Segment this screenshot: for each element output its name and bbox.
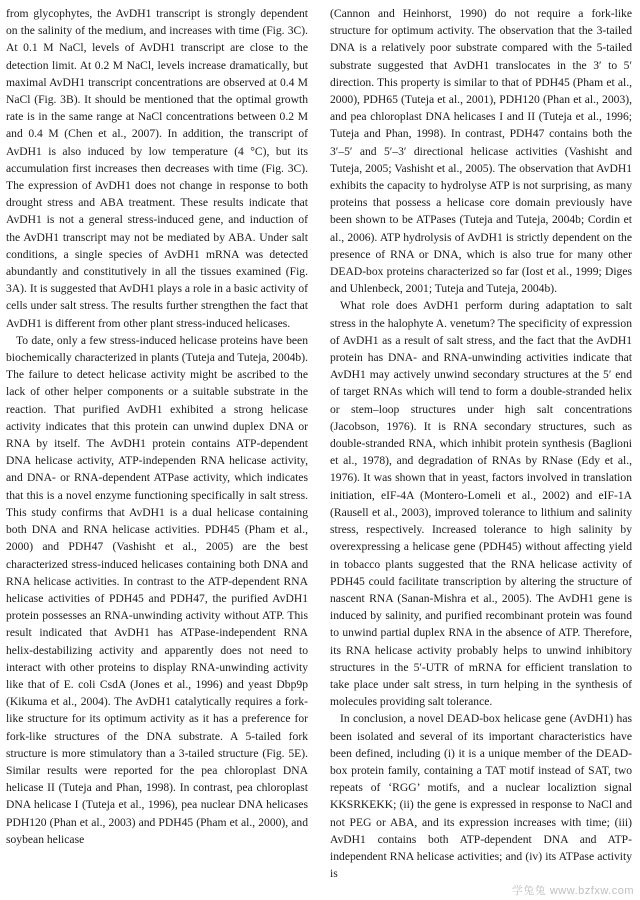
paragraph: In conclusion, a novel DEAD-box helicase gene (AvDH1) has been isolated and several of its important characteristics have been defined, including (i) it is a unique member of the DEAD-box protein family, containing a TAT motif instead of SAT, two repeats of ‘RGG’ motifs, and a nuclear localiztion signal KKSRKEKK; (ii) the gene is expressed in response to NaCl and not PEG or ABA, and its expression increases with time; (iii) AvDH1 contains both ATP-dependent DNA and ATP-independent RNA helicase activities; and (iv) its ATPase activity is	[330, 712, 632, 881]
paragraph: from glycophytes, the AvDH1 transcript is strongly dependent on the salinity of the medium, and increases with time (Fig. 3C). At 0.1 M NaCl, levels of AvDH1 transcript are close to the detection limit. At 0.2 M NaCl, levels increase dramatically, but maximal AvDH1 transcript concentrations are observed at 0.4 M NaCl (Fig. 3B). It should be mentioned that the optimal growth rate is in the same range at NaCl concentrations between 0.2 M and 0.4 M (Chen et al., 2007). In addition, the transcript of AvDH1 is also induced by low temperature (4 °C), but its accumulation first increases then decreases with time (Fig. 3C). The expression of AvDH1 does not change in response to both drought stress and ABA treatment. These results indicate that AvDH1 is not a general stress-induced gene, and induction of the AvDH1 transcript may not be mediated by ABA. Under salt conditions, a single species of AvDH1 mRNA was detected abundantly and constitutively in all the tissues examined (Fig. 3A). It is suggested that AvDH1 plays a role in a basic activity of cells under salt stress. The results further strengthen the fact that AvDH1 is different from other plant stress-induced helicases.	[6, 7, 308, 330]
watermark: 学兔兔 www.bzfxw.com	[511, 885, 634, 897]
paragraph: (Cannon and Heinhorst, 1990) do not require a fork-like structure for optimum activity. The observation that the 3-tailed DNA is a relatively poor substrate compared with the 5-tailed substrate suggested that AvDH1 translocates in the 3′ to 5′ direction. This property is similar to that of PDH45 (Pham et al., 2000), PDH65 (Tuteja et al., 2001), PDH120 (Phan et al., 2003), and pea chloroplast DNA helicases I and II (Tuteja et al., 1996; Tuteja and Phan, 1998). In contrast, PDH47 contains both the 3′–5′ and 5′–3′ directional helicase activities (Vashisht and Tuteja, 2005; Vashisht et al., 2005). The observation that AvDH1 exhibits the capacity to hydrolyse ATP is not surprising, as many proteins that possess a helicase core domain previously have been shown to be ATPases (Tuteja and Tuteja, 2004b; Cordin et al., 2006). ATP hydrolysis of AvDH1 is strictly dependent on the presence of RNA or DNA, which is also true for many other DEAD-box proteins characterized so far (Iost et al., 1999; Diges and Uhlenbeck, 2001; Tuteja and Tuteja, 2004b).	[330, 7, 632, 296]
right-text-column	[330, 5, 632, 882]
paragraph: What role does AvDH1 perform during adaptation to salt stress in the halophyte A. venetum? The specificity of expression of AvDH1 as a result of salt stress, and the fact that the AvDH1 protein has DNA- and RNA-unwinding activities indicate that AvDH1 may actively unwind secondary structures at the 5′ end of target RNAs which will tend to form a double-stranded helix or stem–loop structures under high salt concentrations (Jacobson, 1976). It is RNA secondary structures, such as double-stranded RNA, which inhibit protein synthesis (Baglioni et al., 1978), and degradation of RNAs by RNase (Edy et al., 1976). It was shown that in yeast, factors involved in translation initiation, eIF-4A (Montero-Lomeli et al., 2002) and eIF-1A (Rausell et al., 2003), improved tolerance to lithium and salinity stress, respectively. Increased tolerance to high salinity by overexpressing a helicase gene (PDH45) without affecting yield in tobacco plants suggested that the RNA helicase activity of PDH45 could facilitate transcription by altering the structure of nascent RNA (Sanan-Mishra et al., 2005). The AvDH1 gene is induced by salinity, and purified recombinant protein was found to unwind partial duplex RNA in the absence of ATP. Therefore, its RNA helicase activity probably helps to unwind inhibitory structures in the 5′-UTR of mRNA for efficient translation to take place under salt stress, in turn helping in the synthesis of molecules providing salt tolerance.	[330, 299, 632, 709]
left-text-column	[6, 5, 308, 848]
paragraph: To date, only a few stress-induced helicase proteins have been biochemically characterized in plants (Tuteja and Tuteja, 2004b). The failure to detect helicase activity might be ascribed to the lack of other helper components or a suitable substrate in the reaction. That purified AvDH1 exhibited a strong helicase activity indicates that this protein can unwind duplex DNA or RNA by itself. The AvDH1 protein contains ATP-dependent DNA helicase activity, ATP-independen RNA helicase activity, and DNA- or RNA-dependent ATPase activity, which indicates that this is a novel enzyme functioning specifically in salt stress. This study confirms that AvDH1 is a dual helicase containing both DNA and RNA helicase activities. PDH45 (Pham et al., 2000) and PDH47 (Vashisht et al., 2005) are the best characterized stress-induced helicases containing both DNA and RNA helicase activities. In contrast to the ATP-dependent RNA helicase activities of PDH45 and PDH47, the purified AvDH1 protein possesses an RNA-unwinding activity without ATP. This result indicated that AvDH1 has ATPase-independent RNA helix-destabilizing activity and apparently does not need to interact with other proteins to display RNA-unwinding activity like that of E. coli CsdA (Jones et al., 1996) and yeast Dbp9p (Kikuma et al., 2004). The AvDH1 catalytically requires a fork-like structure for its optimum activity as it has a preference for fork-like structures of the DNA substrate. A 5-tailed fork structure is more stimulatory than a 3-tailed structure (Fig. 5E). Similar results were reported for the pea chloroplast DNA helicase II (Tuteja and Phan, 1998). In contrast, pea chloroplast DNA helicase I (Tuteja et al., 1996), pea nuclear DNA helicases PDH120 (Phan et al., 2003) and PDH45 (Pham et al., 2000), and soybean helicase	[6, 333, 308, 846]
